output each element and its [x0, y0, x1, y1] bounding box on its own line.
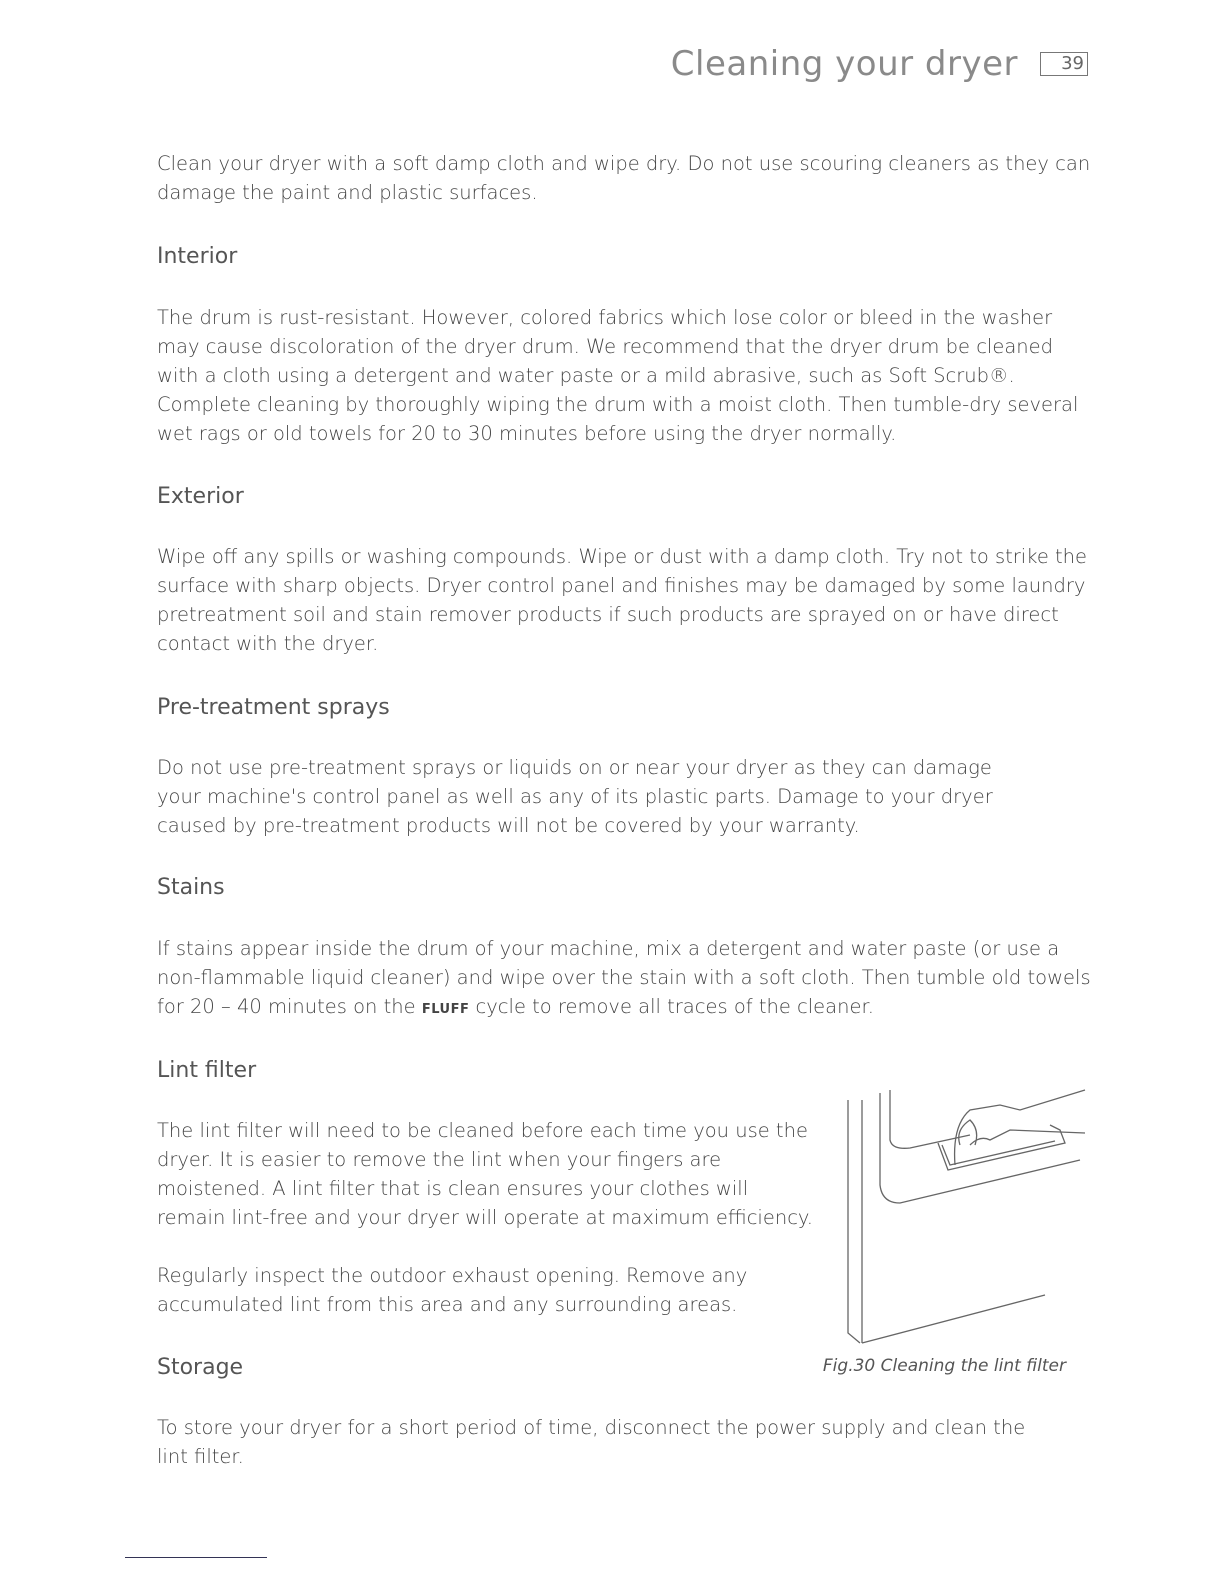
heading-lint-filter: Lint filter — [157, 1058, 257, 1083]
lint-paragraph-1: The lint filter will need to be cleaned before each time you use the dryer. It is easier to remove the lint when your fingers are moistened. A lint filter that is clean ensures your clothes will remain lint-free and your dryer will operate at maximum efficiency. — [157, 1119, 813, 1229]
fluff-cycle-label: FLUFF — [421, 1002, 470, 1017]
figure-caption: Fig.30 Cleaning the lint filter — [822, 1356, 1066, 1376]
heading-pretreatment: Pre-treatment sprays — [157, 695, 390, 720]
stains-text: If stains appear inside the drum of your machine, mix a detergent and water paste (or use a non-flammable liquid cleaner) and wipe over the stain with a soft cloth. Then tumble old towels for 20 – 40 minutes on the — [157, 937, 1091, 1018]
stains-text-end: cycle to remove all traces of the cleaner. — [469, 995, 874, 1018]
storage-paragraph: To store your dryer for a short period of time, disconnect the power supply and clean the lint filter. — [157, 1416, 1026, 1468]
heading-interior: Interior — [157, 244, 238, 269]
intro-paragraph: Clean your dryer with a soft damp cloth and wipe dry. Do not use scouring cleaners as they can damage the paint and plastic surfaces. — [157, 152, 1091, 204]
lint-paragraph-2: Regularly inspect the outdoor exhaust opening. Remove any accumulated lint from this area and any surrounding areas. — [157, 1264, 748, 1316]
page-number: 39 — [1040, 52, 1088, 76]
heading-stains: Stains — [157, 875, 225, 900]
lint-filter-illustration — [830, 1085, 1100, 1350]
heading-exterior: Exterior — [157, 484, 244, 509]
interior-paragraph: The drum is rust-resistant. However, colored fabrics which lose color or bleed in the washer may cause discoloration of the dryer drum. We recommend that the dryer drum be cleaned with a cloth using a detergent and water paste or a mild abrasive, such as Soft Scrub®. Complete cleaning by thoroughly wiping the drum with a moist cloth. Then tumble-dry several wet rags or old towels for 20 to 30 minutes before using the dryer normally. — [157, 306, 1079, 445]
page-title: Cleaning your dryer — [670, 44, 1018, 84]
stains-paragraph — [157, 934, 1097, 1024]
pretreatment-paragraph: Do not use pre-treatment sprays or liquids on or near your dryer as they can damage your machine's control panel as well as any of its plastic parts. Damage to your dryer caused by pre-treatment products will not be covered by your warranty. — [157, 756, 993, 837]
heading-storage: Storage — [157, 1355, 244, 1380]
exterior-paragraph: Wipe off any spills or washing compounds. Wipe or dust with a damp cloth. Try not to strike the surface with sharp objects. Dryer control panel and finishes may be damaged by some laundry pretreatment soil and stain remover products if such products are sprayed on or have direct contact with the dryer. — [157, 545, 1088, 655]
footer-rule — [125, 1557, 267, 1558]
